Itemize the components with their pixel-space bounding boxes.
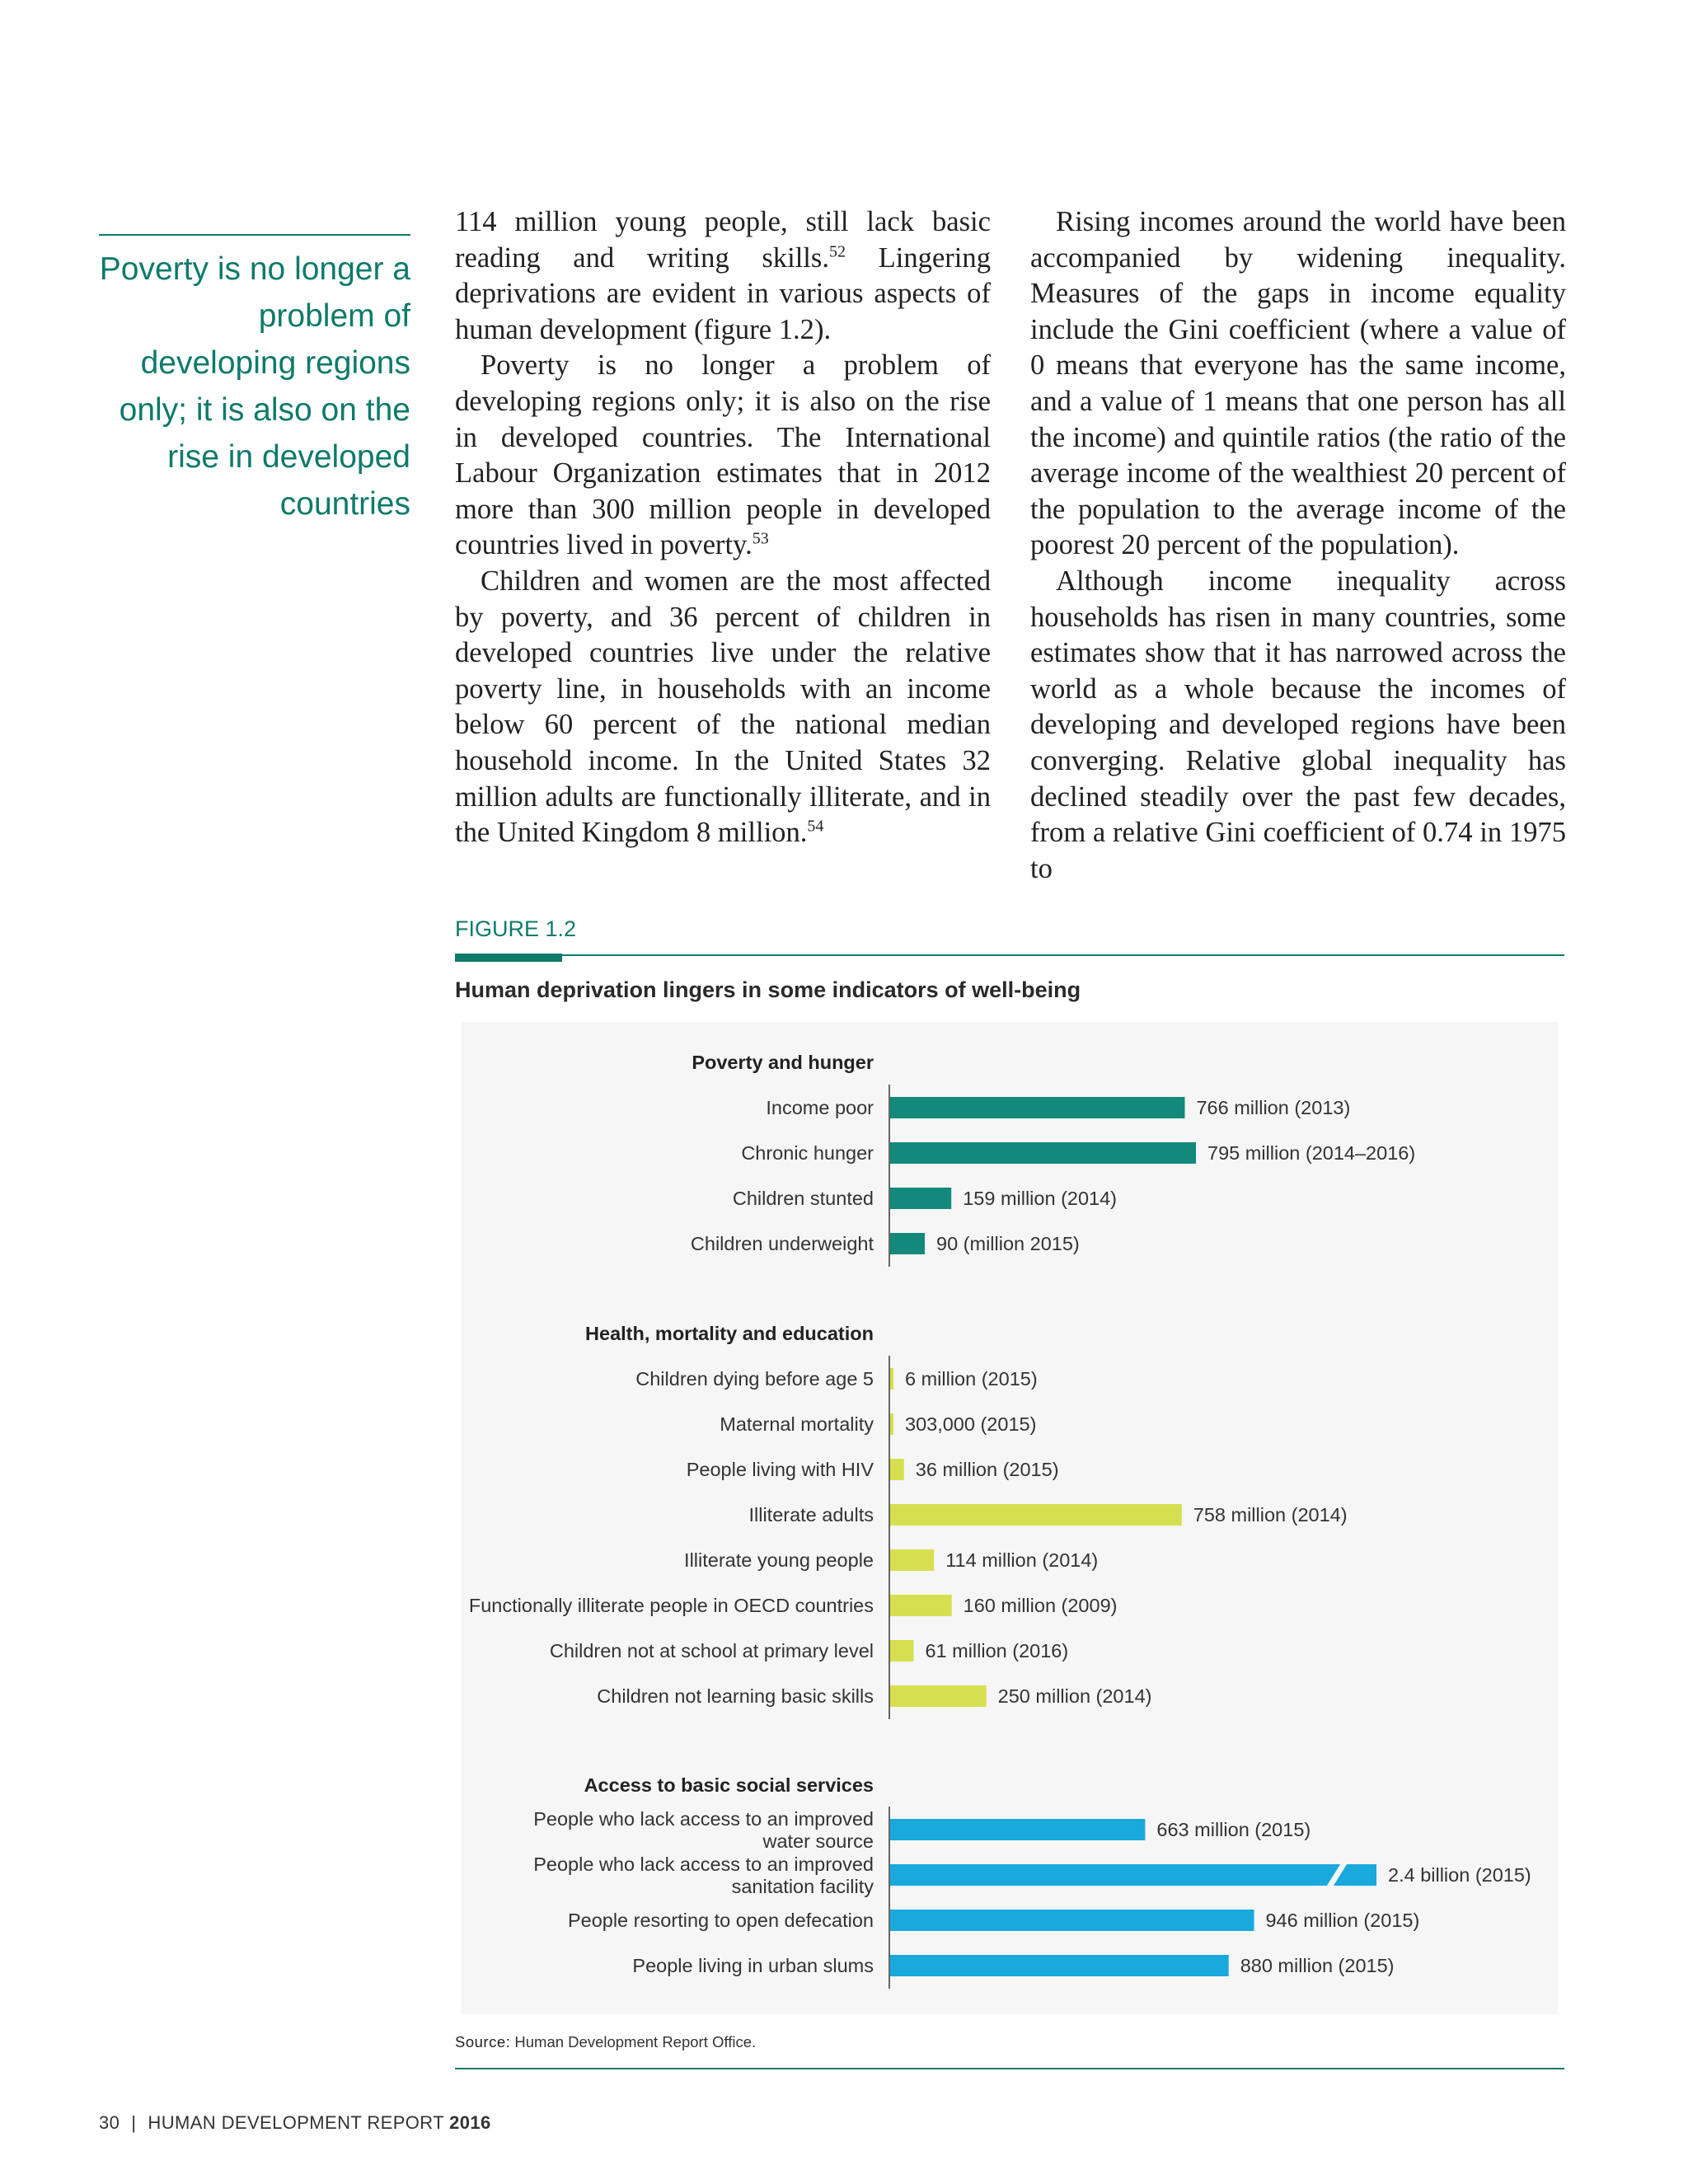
chart-data-label: 90 (million 2015): [936, 1233, 1080, 1254]
pull-quote: Poverty is no longer a problem of developing regions only; it is also on the rise in developed countries: [99, 251, 410, 522]
chart-bar: [890, 1097, 1184, 1118]
chart-category-label: People living in urban slums: [632, 1955, 874, 1976]
chart-bar: [890, 1685, 987, 1707]
page-footer: 30 | HUMAN DEVELOPMENT REPORT 2016: [99, 2112, 491, 2133]
chart-category-label: Income poor: [766, 1097, 874, 1118]
chart-data-label: 36 million (2015): [915, 1459, 1059, 1480]
chart-group-heading: Health, mortality and education: [585, 1323, 874, 1344]
paragraph: Although income inequality across households has risen in many countries, some estimates show that it has narrowed across the world as a whole because the incomes of developing and developed regions have been converging. Relative global inequality has declined steadily over the past few decades, from a relative Gini coefficient of 0.74 in 1975 to: [1030, 565, 1566, 884]
page-number: 30: [99, 2112, 120, 2133]
paragraph: Poverty is no longer a problem of developing regions only; it is also on the rise in developed countries. The International Labour Organization estimates that in 2012 more than 300 million people in developed countries lived in poverty.$^{53}$: [455, 349, 991, 561]
chart-data-label: 2.4 billion (2015): [1388, 1864, 1531, 1886]
chart-bar: [890, 1864, 1376, 1886]
chart-bar: [890, 1142, 1196, 1164]
chart-category-label: Children not at school at primary level: [549, 1640, 874, 1661]
paragraph: 114 million young people, still lack basic reading and writing skills.$^{52}$ Lingering deprivations are evident in various aspects of human development (figure 1.2).: [455, 206, 991, 345]
chart-bar: [890, 1368, 893, 1390]
chart-category-label: Illiterate young people: [684, 1549, 874, 1571]
chart-group-heading: Access to basic social services: [584, 1774, 874, 1796]
chart-category-label: People who lack access to an improved water source: [533, 1808, 874, 1852]
chart-category-label: People who lack access to an improved sanitation facility: [533, 1854, 874, 1897]
chart-category-label: People living with HIV: [686, 1459, 874, 1480]
chart-category-label: Maternal mortality: [720, 1413, 874, 1435]
chart-category-label: Children not learning basic skills: [597, 1685, 874, 1707]
chart-data-label: 159 million (2014): [963, 1188, 1118, 1209]
chart-data-label: 946 million (2015): [1265, 1910, 1420, 1931]
chart-bar: [890, 1819, 1145, 1840]
chart-bar: [890, 1504, 1182, 1526]
chart-bar: [890, 1549, 934, 1571]
chart-bar: [890, 1595, 952, 1616]
figure-bottom-rule: [455, 2068, 1564, 2069]
chart-bar: [890, 1188, 951, 1209]
chart-data-label: 114 million (2014): [945, 1549, 1099, 1571]
figure-label: FIGURE 1.2: [455, 916, 577, 941]
chart-group-heading: Poverty and hunger: [692, 1052, 874, 1073]
chart-data-label: 6 million (2015): [905, 1368, 1038, 1390]
report-year: 2016: [449, 2112, 491, 2133]
chart-category-label: Illiterate adults: [748, 1504, 874, 1526]
chart-bar: [890, 1413, 893, 1435]
chart-data-label: 795 million (2014–2016): [1207, 1142, 1416, 1164]
chart-bar: [890, 1910, 1254, 1931]
chart-bar: [890, 1233, 925, 1254]
chart-category-label: People resorting to open defecation: [567, 1910, 874, 1931]
chart-category-label: Children dying before age 5: [635, 1368, 874, 1390]
chart-data-label: 303,000 (2015): [905, 1413, 1037, 1435]
chart-bar: [890, 1955, 1229, 1976]
chart-category-label: Chronic hunger: [741, 1142, 874, 1164]
chart-bar: [890, 1459, 904, 1480]
paragraph: Children and women are the most affected by poverty, and 36 percent of children in developed countries live under the relative poverty line, in households with an income below 60 percent of the national median household income. In the United States 32 million adults are functionally illiterate, and in the United Kingdom 8 million.$^{54}$: [455, 565, 991, 849]
report-title: HUMAN DEVELOPMENT REPORT: [148, 2112, 444, 2133]
chart-category-label: Children underweight: [690, 1233, 874, 1254]
figure-title: Human deprivation lingers in some indicators of well-being: [455, 977, 1081, 1002]
chart-data-label: 61 million (2016): [925, 1640, 1069, 1661]
chart-data-label: 250 million (2014): [997, 1685, 1152, 1707]
chart-data-label: 663 million (2015): [1156, 1819, 1311, 1840]
chart-data-label: 160 million (2009): [963, 1595, 1118, 1616]
chart-data-label: 766 million (2013): [1196, 1097, 1351, 1118]
paragraph: Rising incomes around the world have been accompanied by widening inequality. Measures of the gaps in income equality include the Gini coefficient (where a value of 0 means that everyone has the same income, and a value of 1 means that one person has all the income) and quintile ratios (the ratio of the average income of the wealthiest 20 percent of the population to the average income of the poorest 20 percent of the population).: [1030, 206, 1566, 561]
chart-bar: [890, 1640, 913, 1661]
chart-data-label: 758 million (2014): [1193, 1504, 1348, 1526]
chart-category-label: Functionally illiterate people in OECD countries: [468, 1595, 874, 1616]
figure-source: Source: Human Development Report Office.: [455, 2033, 757, 2050]
chart-data-label: 880 million (2015): [1240, 1955, 1395, 1976]
chart-category-label: Children stunted: [732, 1188, 874, 1209]
